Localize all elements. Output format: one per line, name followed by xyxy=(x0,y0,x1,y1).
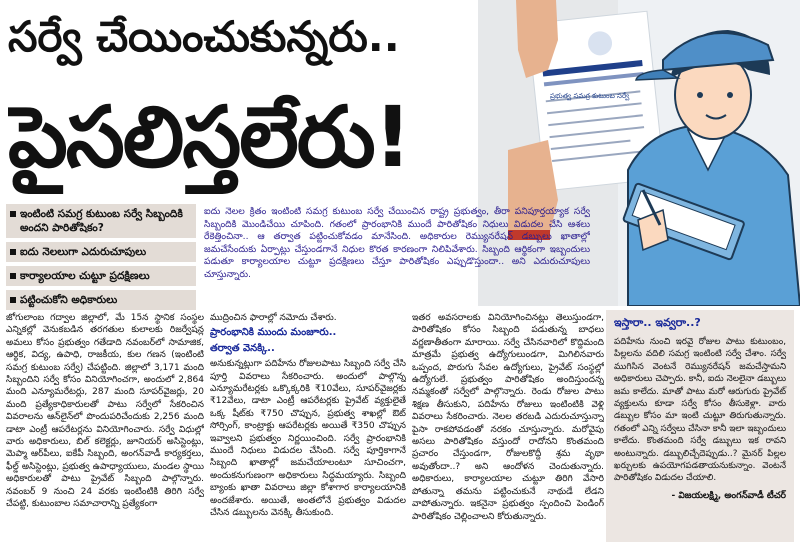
headline-line2: పైసలిస్తలేరు! xyxy=(8,88,410,186)
column-2-body: అనుకున్నట్లుగా పదిహేను రోజులపాటు సిబ్బంది సర్వే చేసి పూర్తి వివరాలు సేకరించారు. అందులో పాల్గొన్న ఎన్యూమరేటర్లకు ఒక్కొక్కరికి ₹10వేలు, సూపర్‌వైజర్లకు ₹12వేలు, డాటా ఎంట్రీ ఆపరేటర్లకు ప్రైవేట్ వ్యక్తులైతే ఒక్క షీట్‌కు ₹750 చొప్పున, ప్రభుత్వ శాఖల్లో ఔట్ సోర్సింగ్, కాంట్రాక్టు ఆపరేటర్లకు అయితే ₹350 చొప్పున ఇవ్వాలని ప్రభుత్వం నిర్ణయించింది. సర్వే ప్రారంభానికి ముందే నిధులు విడుదల చేసింది. సర్వే పూర్తికాగానే సిబ్బంది ఖాతాల్లో జమచేయాలంటూ సూచించగా, అందుకనుగుణంగా అధికారులు సిద్ధమయ్యారు. సిబ్బంది బ్యాంకు ఖాతా వివరాలు జిల్లా కోశాగార కార్యాలయానికి అందజేశారు. అయితే, అంతలోనే ప్రభుత్వం విడుదల చేసిన డబ్బులను వెనక్కి తీసుకుంది. xyxy=(210,359,406,519)
quote-box-body: పదిహేను నుంచి ఇరవై రోజుల పాటు కుటుంబం, పిల్లలను వదిలి సమగ్ర ఇంటింటి సర్వే చేశాం. సర్వే ముగిసిన వెంటనే రెమ్యునరేషన్ జమచేస్తామని అధికారులు చెప్పారు. కానీ, ఐదు నెలలైనా డబ్బులు జమ కాలేదు. మాతో పాటు మరో ఆరుగురు ప్రైవేట్ వ్యక్తులను కూడా సర్వే కోసం తీసుకెళ్లా. వారు డబ్బుల కోసం మా ఇంటి చుట్టూ తిరుగుతున్నారు. గతంలో ఎన్ని సర్వేలు చేసినా కానీ ఇలా ఇబ్బందులు కాలేదు. కొంతమంది సర్వే డబ్బులు ఇక రావని అంటున్నారు. డబ్బులిచ్చేదెప్పుడు..? మైనర్ పిల్లల ఖర్చులకు ఉపయోగపడతాయనుకున్నాం. వెంటనే పారితోషికం విడుదల చేయాలి. xyxy=(614,337,786,484)
subheading-sanctioned: ప్రారంభానికి ముందు మంజూరు.. xyxy=(210,327,337,339)
quote-author: - విజయలక్ష్మి, అంగన్‌వాడీ టీచర్ xyxy=(671,490,786,501)
article-column-2 xyxy=(210,312,406,540)
bullet-item: ఇంటింటి సమగ్ర కుటుంబ సర్వే సిబ్బందికి అందని పారితోషికం? xyxy=(6,204,196,238)
subheading-withdrawn: తర్వాత వెనక్కి.. xyxy=(210,342,275,354)
article-column-1: జోగులాంబ గద్వాల జిల్లాలో, మే 15న స్థానిక సంస్థల ఎన్నికల్లో వెనుకబడిన తరగతుల కులాలకు రిజర్వేషన్ల అమలు కోసం ప్రభుత్వం గతేడాది నవంబర్‌లో సామాజిక, ఆర్థిక, విద్య, ఉపాధి, రాజకీయ, కుల గణన (ఇంటింటి సమగ్ర కుటుంబ సర్వే) చేపట్టింది. జిల్లాలో 3,171 మంది సిబ్బందిని సర్వే కోసం వినియోగించగా, అందులో 2,864 మంది ఎన్యూమరేటర్లు, 287 మంది సూపర్‌వైజర్లు, 20 మంది ప్రత్యేకాధికారులతో పాటు సర్వేలో సేకరించిన వివరాలను ఆన్‌లైన్‌లో పొందుపరిచేందుకు 2,256 మంది డాటా ఎంట్రీ ఆపరేటర్లను వినియోగించారు. సర్వే విధుల్లో వారు అధికారులు, బిల్ కలెక్టర్లు, జూనియర్ అసిస్టెంట్లు, మెప్మా ఆర్‌పీలు, ఐకేపీ సిబ్బంది, అంగన్‌వాడీ కార్యకర్తలు, ఫీల్డ్ అసిస్టెంట్లు, ప్రభుత్వ ఉపాధ్యాయులు, మండల స్థాయి అధికారులతో పాటు ప్రైవేట్ సిబ్బంది పాల్గొన్నారు. నవంబర్ 9 నుంచి 24 వరకు ఇంటింటికి తిరిగి సర్వే చేపట్టి, కుటుంబాల సమాచారాన్ని ప్రత్యేకంగా xyxy=(6,313,204,510)
column-2-lead: ముద్రించిన ఫారాల్లో నమోదు చేశారు. xyxy=(210,313,337,323)
photo-form-text: ప్రభుత్వ సమగ్ర కుటుంబ సర్వే xyxy=(550,92,630,100)
bullet-item: పట్టించుకోని అధికారులు xyxy=(6,290,196,310)
bullet-item: కార్యాలయాల చుట్టూ ప్రదక్షిణలు xyxy=(6,266,196,286)
article-column-3: ఇతర అవసరాలకు వినియోగించినట్లు తెలుస్తుండగా, పారితోషికం కోసం సిబ్బంది పడుతున్న బాధలు వర్ణణాతీతంగా మారాయి. సర్వే చేసినవారిలో కొద్దిమంది మాత్రమే ప్రభుత్వ ఉద్యోగులుండగా, మిగిలినవారు ఒప్పంద, పొరుగు సేవల ఉద్యోగులు, ప్రైవేట్ సంస్థల్లో ఉద్యోగులే. ప్రభుత్వం పారితోషికం అందిస్తుందన్న నమ్మకంతో సర్వేలో పాల్గొన్నారు. రెండు రోజుల పాటు శిక్షణ తీసుకుని, పదిహేను రోజులు ఇంటింటికి వెళ్లి వివరాలు సేకరించారు. నెలల తరబడి ఎదురుచూస్తున్నా పైసా రాకపోవడంతో నరకం చూస్తున్నారు. మరోవైపు అసలు పారితోషికం వస్తుందో రాదోనని కొంతమంది ప్రచారం చేస్తుండగా, రోజులకొద్దీ శ్రమ వృథా అవుతోందా..? అని ఆందోళన చెందుతున్నారు. అధికారులు, కార్యాలయాల చుట్టూ తిరిగి వేసారి పోతున్నా తమను పట్టించుకునే నాథుడే లేడని వాపోతున్నారు. ఇకనైనా ప్రభుత్వం స్పందించి పెండింగ్ పారితోషికం చెల్లించాలని కోరుతున్నారు. xyxy=(412,313,604,522)
bullet-list xyxy=(6,204,196,314)
bullet-item: ఐదు నెలలుగా ఎదురుచూపులు xyxy=(6,242,196,262)
intro-paragraph: ఐదు నెలల క్రితం ఇంటింటి సమగ్ర కుటుంబ సర్వే చేయించిన రాష్ట్ర ప్రభుత్వం, తీరా పనిపూర్తయ్యాక సర్వే సిబ్బందికి మొండిచేయి చూపింది. గతంలో ప్రారంభానికి ముందే పారితోషికం నిధులు విడుదల చేసి ఆశలు రేకెత్తించినా.. ఆ తర్వాత పట్టించుకోవడం మానేసింది. అధికారుల రెమ్యునరేషన్ డబ్బులు ఖాతాల్లో జమచేసేందుకు ఏర్పాట్లు చేస్తుండగానే నిధుల కొరత కారణంగా నిలిపివేశారు. సిబ్బంది ఆర్థికంగా ఇబ్బందులు పడుతూ కార్యాలయాల చుట్టూ ప్రదక్షిణలు చేస్తూ పారితోషికం ఎప్పుడొస్తుందా.. అని ఎదురుచూపులు చూస్తున్నారు. xyxy=(204,206,590,280)
quote-box xyxy=(606,310,794,542)
headline-line1: సర్వే చేయించుకున్నరు.. xyxy=(8,12,400,61)
quote-box-title: ఇస్తారా.. ఇవ్వరా..? xyxy=(614,316,701,329)
